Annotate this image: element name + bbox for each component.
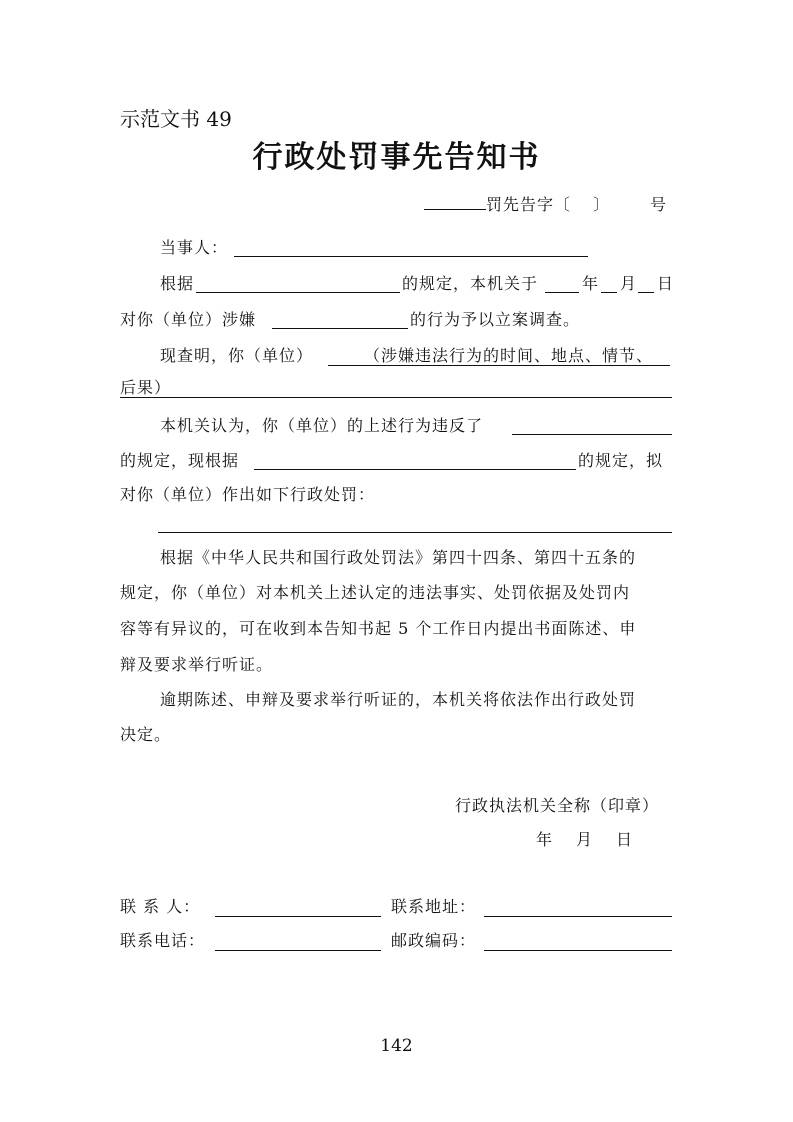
party-label: 当事人： bbox=[160, 238, 229, 257]
finding-prefix: 现查明，你（单位） bbox=[160, 346, 314, 365]
basis-field[interactable] bbox=[196, 292, 400, 293]
overdue-line2: 决定。 bbox=[120, 725, 172, 744]
year-field[interactable] bbox=[545, 292, 579, 293]
rights-line1: 根据《中华人民共和国行政处罚法》第四十四条、第四十五条的 bbox=[160, 548, 637, 567]
party-field[interactable] bbox=[234, 256, 588, 257]
overdue-line1: 逾期陈述、申辩及要求举行听证的，本机关将依法作出行政处罚 bbox=[160, 690, 637, 709]
rights-line2: 规定，你（单位）对本机关上述认定的违法事实、处罚依据及处罚内 bbox=[120, 583, 631, 602]
finding-hint-1: （涉嫌违法行为的时间、地点、情节、 bbox=[364, 346, 654, 365]
basis-middle: 的规定，本机关于 bbox=[402, 274, 539, 293]
doc-number-prefix: 罚先告字〔 bbox=[486, 195, 572, 214]
violated-rule-field[interactable] bbox=[512, 434, 672, 435]
page-number: 142 bbox=[380, 1036, 413, 1056]
finding-field-line2[interactable] bbox=[120, 397, 672, 398]
postcode-field[interactable] bbox=[484, 950, 672, 951]
contact-address-label: 联系地址： bbox=[391, 897, 477, 916]
finding-hint-2: 后果） bbox=[120, 378, 172, 397]
year-label: 年 bbox=[582, 274, 600, 293]
postcode-label: 邮政编码： bbox=[391, 931, 477, 950]
signature-agency: 行政执法机关全称（印章） bbox=[455, 796, 660, 815]
document-title: 行政处罚事先告知书 bbox=[252, 140, 541, 175]
rights-line4: 辩及要求举行听证。 bbox=[120, 655, 274, 674]
rights-line3: 容等有异议的，可在收到本告知书起 5 个工作日内提出书面陈述、申 bbox=[120, 619, 637, 638]
month-label: 月 bbox=[620, 274, 638, 293]
penalty-field[interactable] bbox=[158, 532, 672, 533]
doc-number-hao: 号 bbox=[650, 195, 668, 214]
day-field[interactable] bbox=[638, 292, 654, 293]
violation-line2-suffix: 的规定，拟 bbox=[578, 451, 664, 470]
month-field[interactable] bbox=[601, 292, 617, 293]
contact-phone-field[interactable] bbox=[215, 950, 381, 951]
document-label: 示范文书 49 bbox=[120, 107, 232, 131]
contact-person-field[interactable] bbox=[215, 916, 381, 917]
contact-address-field[interactable] bbox=[484, 916, 672, 917]
day-label: 日 bbox=[657, 274, 675, 293]
contact-person-label: 联 系 人： bbox=[120, 897, 201, 916]
violation-line2-prefix: 的规定，现根据 bbox=[120, 451, 240, 470]
suspect-field[interactable] bbox=[272, 328, 408, 329]
basis-prefix: 根据 bbox=[160, 274, 195, 293]
signature-date: 年 月 日 bbox=[536, 830, 637, 849]
suspect-prefix: 对你（单位）涉嫌 bbox=[120, 310, 257, 329]
penalty-basis-field[interactable] bbox=[254, 469, 576, 470]
doc-number-blank[interactable] bbox=[424, 193, 486, 210]
contact-phone-label: 联系电话： bbox=[120, 931, 206, 950]
violation-line1: 本机关认为，你（单位）的上述行为违反了 bbox=[160, 416, 484, 435]
suspect-suffix: 的行为予以立案调查。 bbox=[410, 310, 581, 329]
document-number bbox=[424, 193, 667, 215]
doc-number-bracket-close: 〕 bbox=[593, 195, 611, 214]
violation-line3: 对你（单位）作出如下行政处罚： bbox=[120, 485, 376, 504]
